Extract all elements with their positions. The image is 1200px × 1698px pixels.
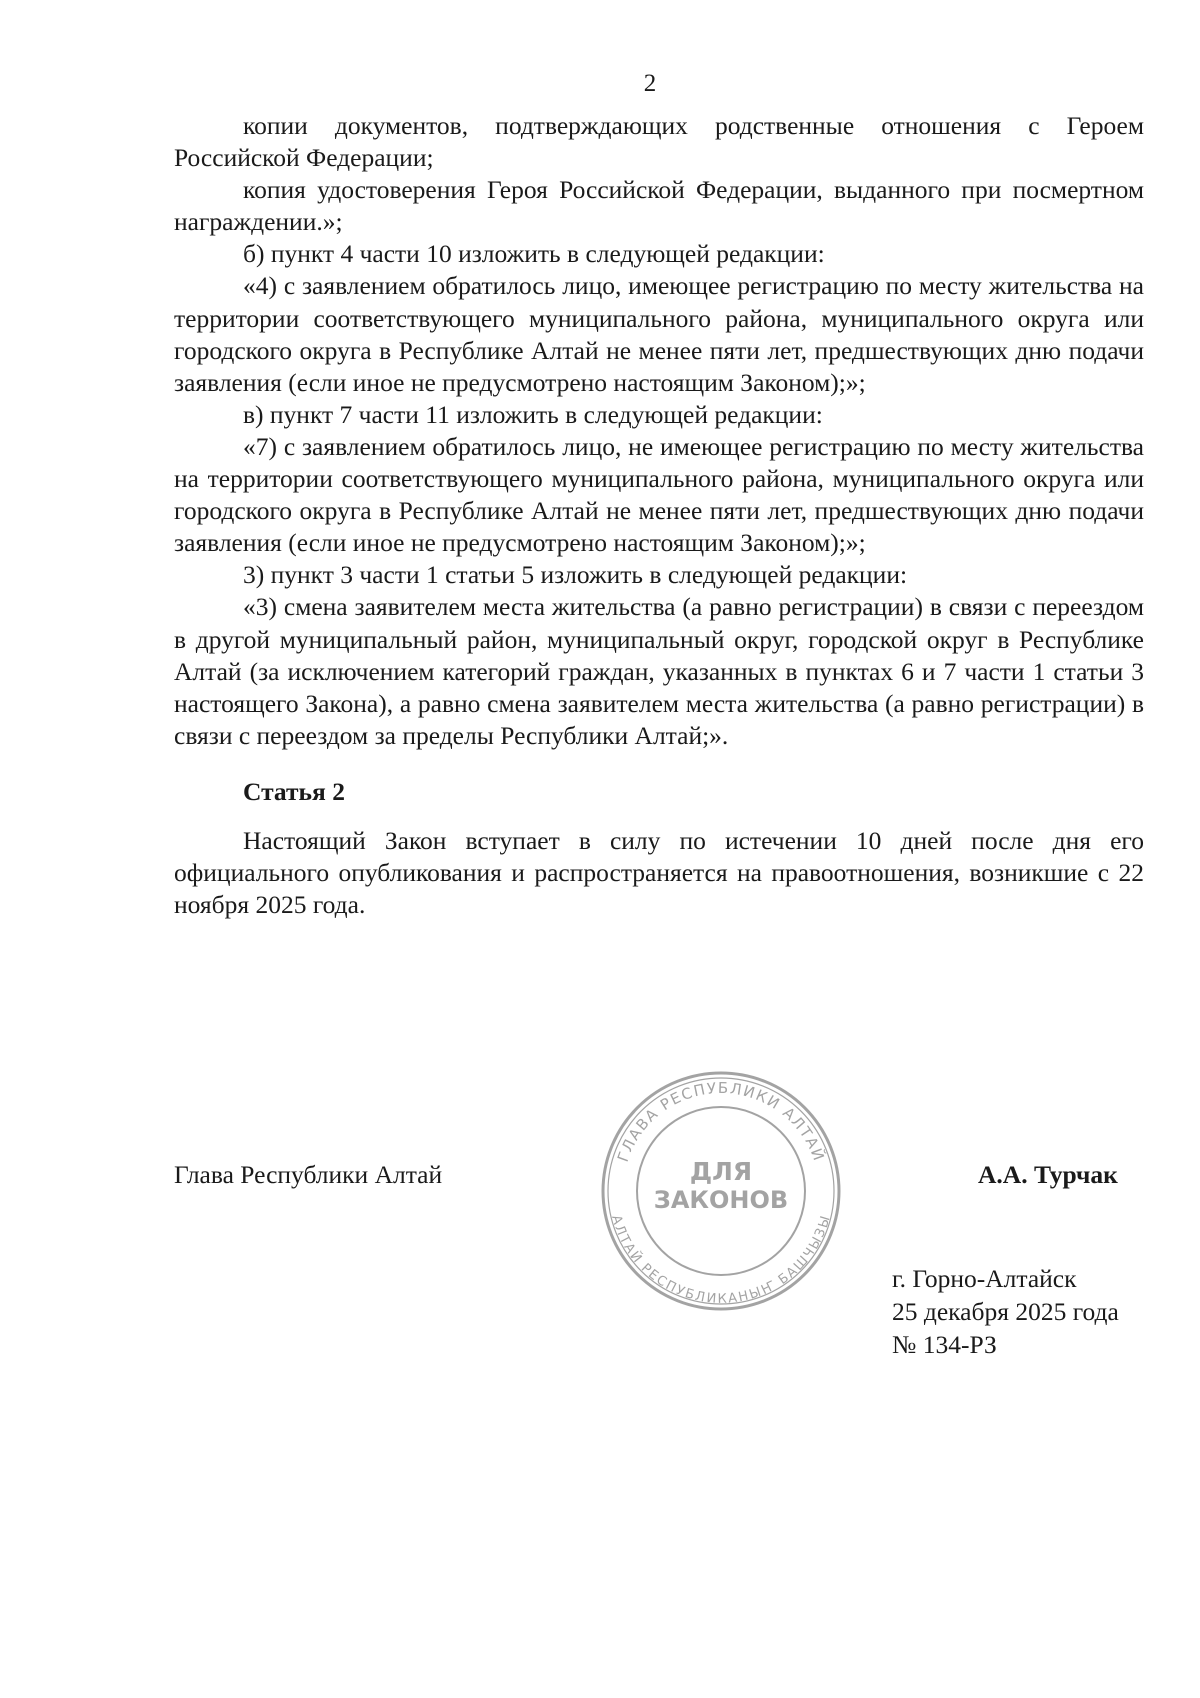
paragraph: копии документов, подтверждающих родственные отношения с Героем Российской Федерации; — [174, 111, 1144, 173]
signing-date: 25 декабря 2025 года — [892, 1297, 1119, 1326]
seal-center-line1: ДЛЯ — [689, 1157, 753, 1186]
paragraph: 3) пункт 3 части 1 статьи 5 изложить в следующей редакции: — [243, 560, 908, 590]
article-heading: Статья 2 — [243, 776, 345, 806]
article-text: Настоящий Закон вступает в силу по истечении 10 дней после дня его официального опубликования и распространяется на правоотношения, возникшие с 22 ноября 2025 года. — [174, 825, 1144, 920]
signatory-name: А.А. Турчак — [978, 1160, 1118, 1189]
paragraph: «3) смена заявителем места жительства (а равно регистрации) в связи с переездом в другой муниципальный район, муниципальный округ, городской округ в Республике Алтай (за исключением категорий граждан, указанных в пунктах 6 и 7 части 1 статьи 3 настоящего Закона), а равно смена заявителем места жительства (а равно регистрации) в связи с переездом за пределы Республики Алтай;». — [174, 592, 1144, 750]
paragraph: в) пункт 7 части 11 изложить в следующей редакции: — [243, 399, 823, 429]
seal-center-line2: ЗАКОНОВ — [653, 1186, 789, 1214]
seal-outer-bottom-text: АЛТАЙ РЕСПУБЛИКАНЫҤ БАШЧЫЗЫ — [608, 1213, 834, 1307]
law-number: № 134-РЗ — [892, 1330, 997, 1359]
page-number: 2 — [643, 70, 657, 97]
place-of-signing: г. Горно-Алтайск — [892, 1264, 1077, 1293]
paragraph: «4) с заявлением обратилось лицо, имеющее регистрацию по месту жительства на территории соответствующего муниципального района, муниципального округа или городского округа в Республике Алтай не менее пяти лет, предшествующих дню подачи заявления (если иное не предусмотрено настоящим Законом);»; — [174, 271, 1144, 397]
signatory-role: Глава Республики Алтай — [174, 1160, 443, 1189]
document-body — [174, 110, 1144, 921]
official-seal — [598, 1068, 844, 1314]
paragraph: «7) с заявлением обратилось лицо, не имеющее регистрацию по месту жительства на территории соответствующего муниципального района, муниципального округа или городского округа в Республике Алтай не менее пяти лет, предшествующих дню подачи заявления (если иное не предусмотрено настоящим Законом);»; — [174, 431, 1144, 558]
paragraph: б) пункт 4 части 10 изложить в следующей редакции: — [243, 239, 825, 269]
paragraph: копия удостоверения Героя Российской Федерации, выданного при посмертном награждении.»; — [174, 175, 1144, 237]
seal-outer-top-text: ГЛАВА РЕСПУБЛИКИ АЛТАЙ — [613, 1078, 829, 1165]
place-date-block — [892, 1262, 1119, 1361]
